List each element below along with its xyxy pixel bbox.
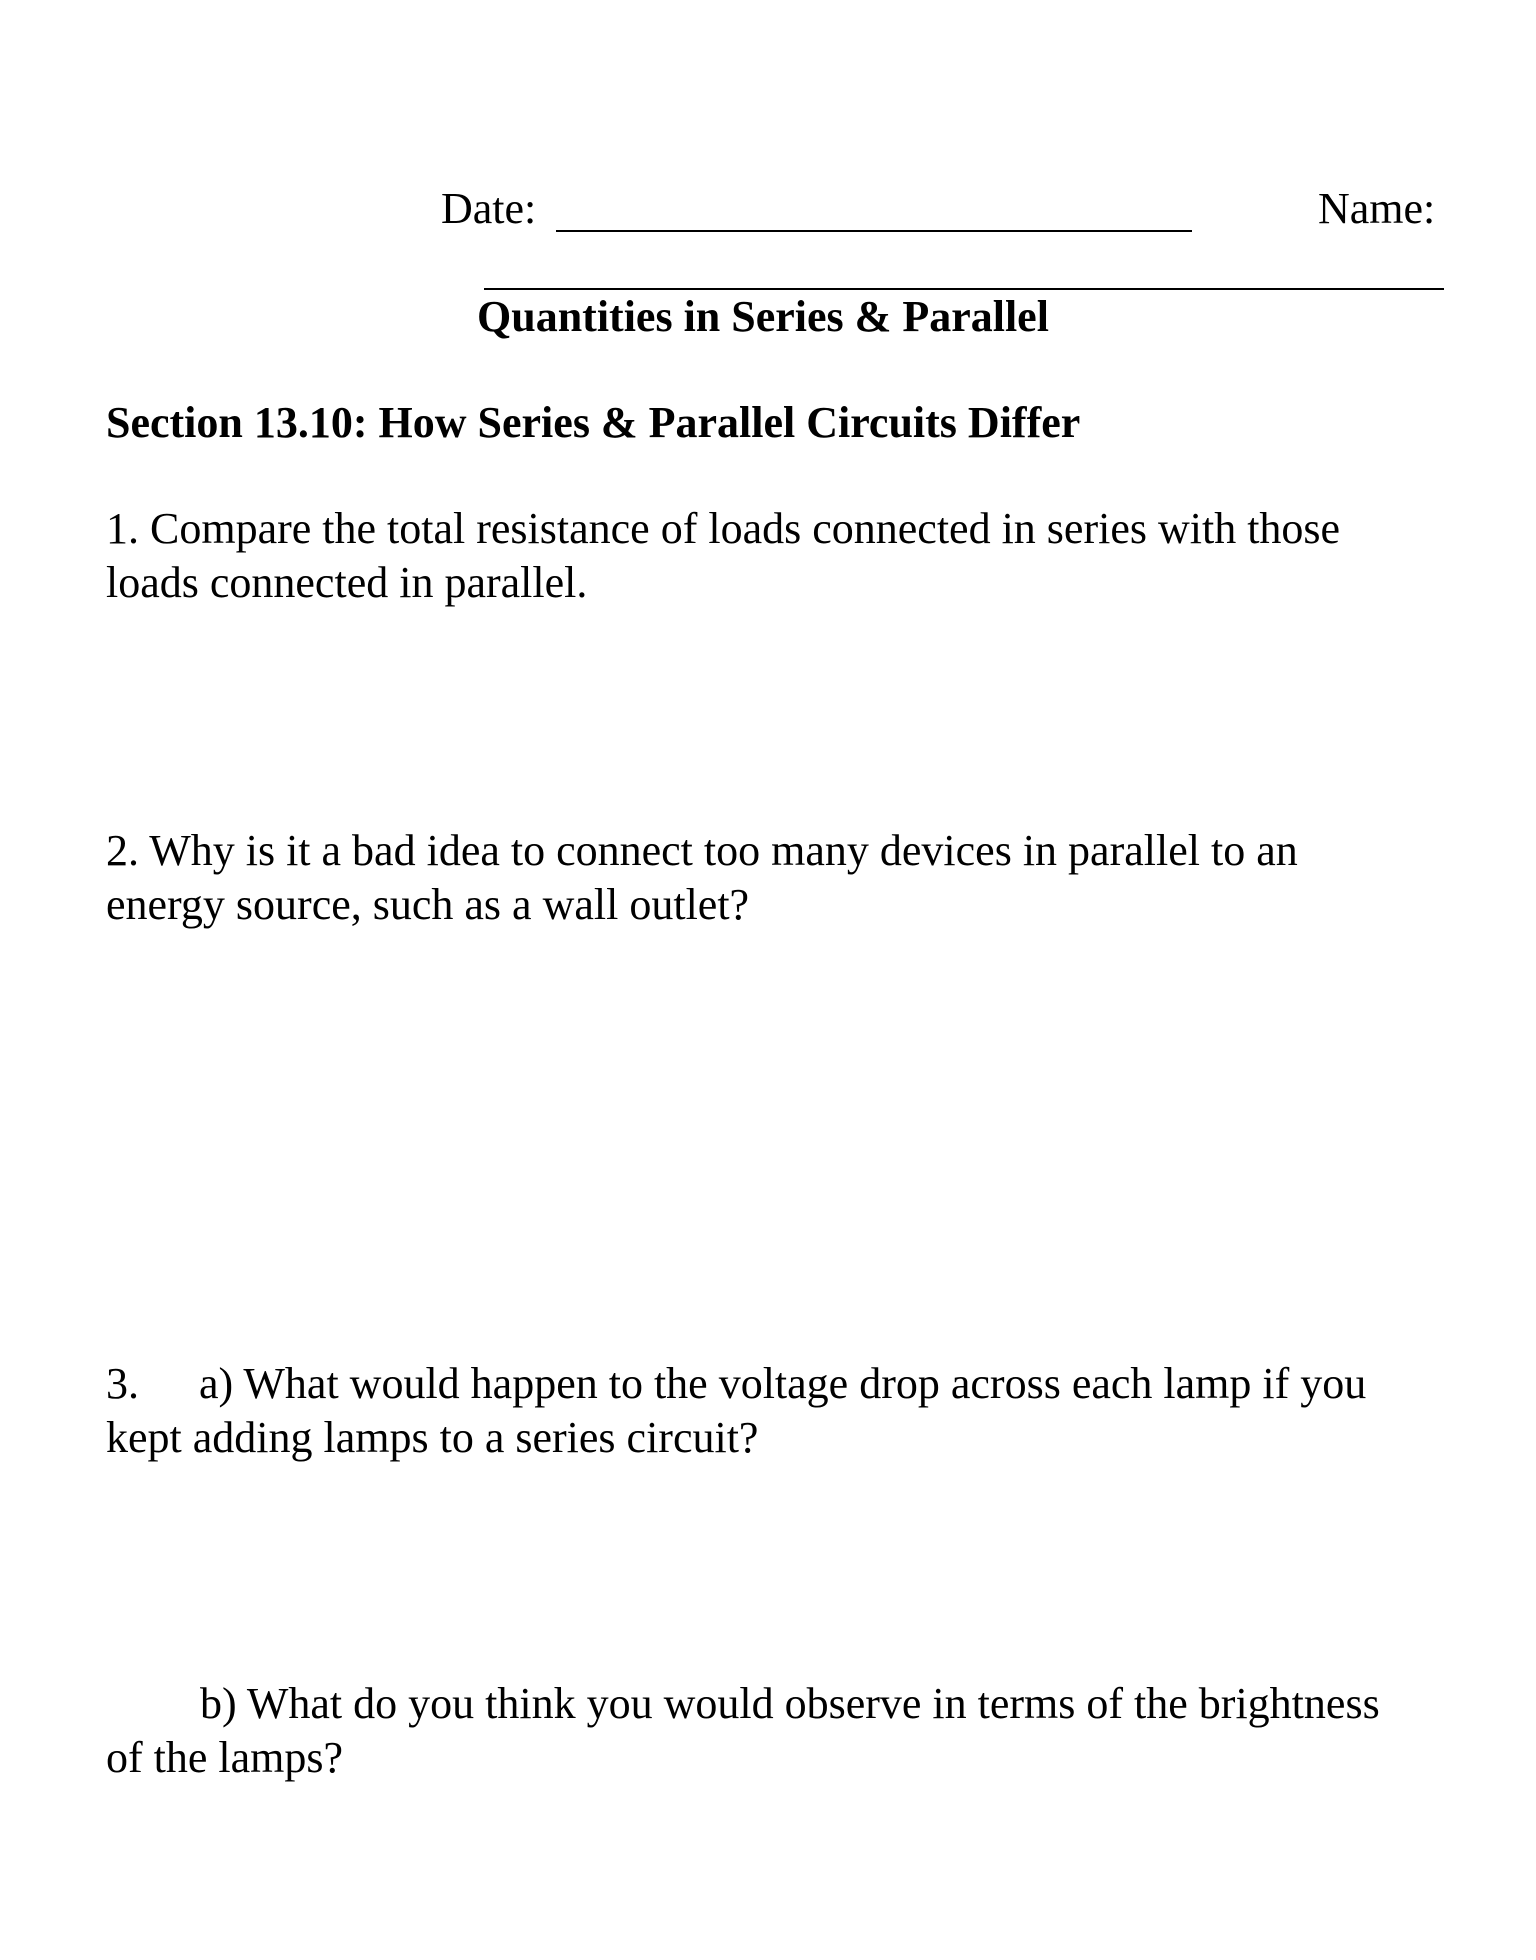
question-3-number: 3. <box>106 1359 139 1408</box>
question-1-line-2: loads connected in parallel. <box>106 558 588 607</box>
question-3a-line-1: a) What would happen to the voltage drop across each lamp if you <box>199 1359 1367 1408</box>
question-3b-line-2: of the lamps? <box>106 1733 344 1782</box>
question-1 <box>106 502 1340 610</box>
answer-space-2[interactable] <box>106 945 1436 1325</box>
section-heading: Section 13.10: How Series & Parallel Circuits Differ <box>106 398 1081 447</box>
question-2 <box>106 824 1298 932</box>
question-1-line-1: 1. Compare the total resistance of loads connected in series with those <box>106 504 1341 553</box>
answer-space-3b[interactable] <box>106 1795 1436 1935</box>
name-label: Name: <box>1318 184 1436 233</box>
date-answer-line[interactable] <box>556 230 1192 232</box>
answer-space-3a[interactable] <box>106 1475 1436 1675</box>
name-answer-line[interactable] <box>484 288 1444 290</box>
question-3b-line-1: b) What do you think you would observe in terms of the brightness <box>200 1679 1380 1728</box>
date-label: Date: <box>441 184 537 233</box>
question-3a <box>106 1357 1366 1465</box>
answer-space-1[interactable] <box>106 620 1436 800</box>
question-3b <box>106 1677 1380 1785</box>
worksheet-title: Quantities in Series & Parallel <box>477 292 1049 341</box>
question-2-line-2: energy source, such as a wall outlet? <box>106 880 750 929</box>
question-2-line-1: 2. Why is it a bad idea to connect too many devices in parallel to an <box>106 826 1298 875</box>
question-3a-line-2: kept adding lamps to a series circuit? <box>106 1413 759 1462</box>
